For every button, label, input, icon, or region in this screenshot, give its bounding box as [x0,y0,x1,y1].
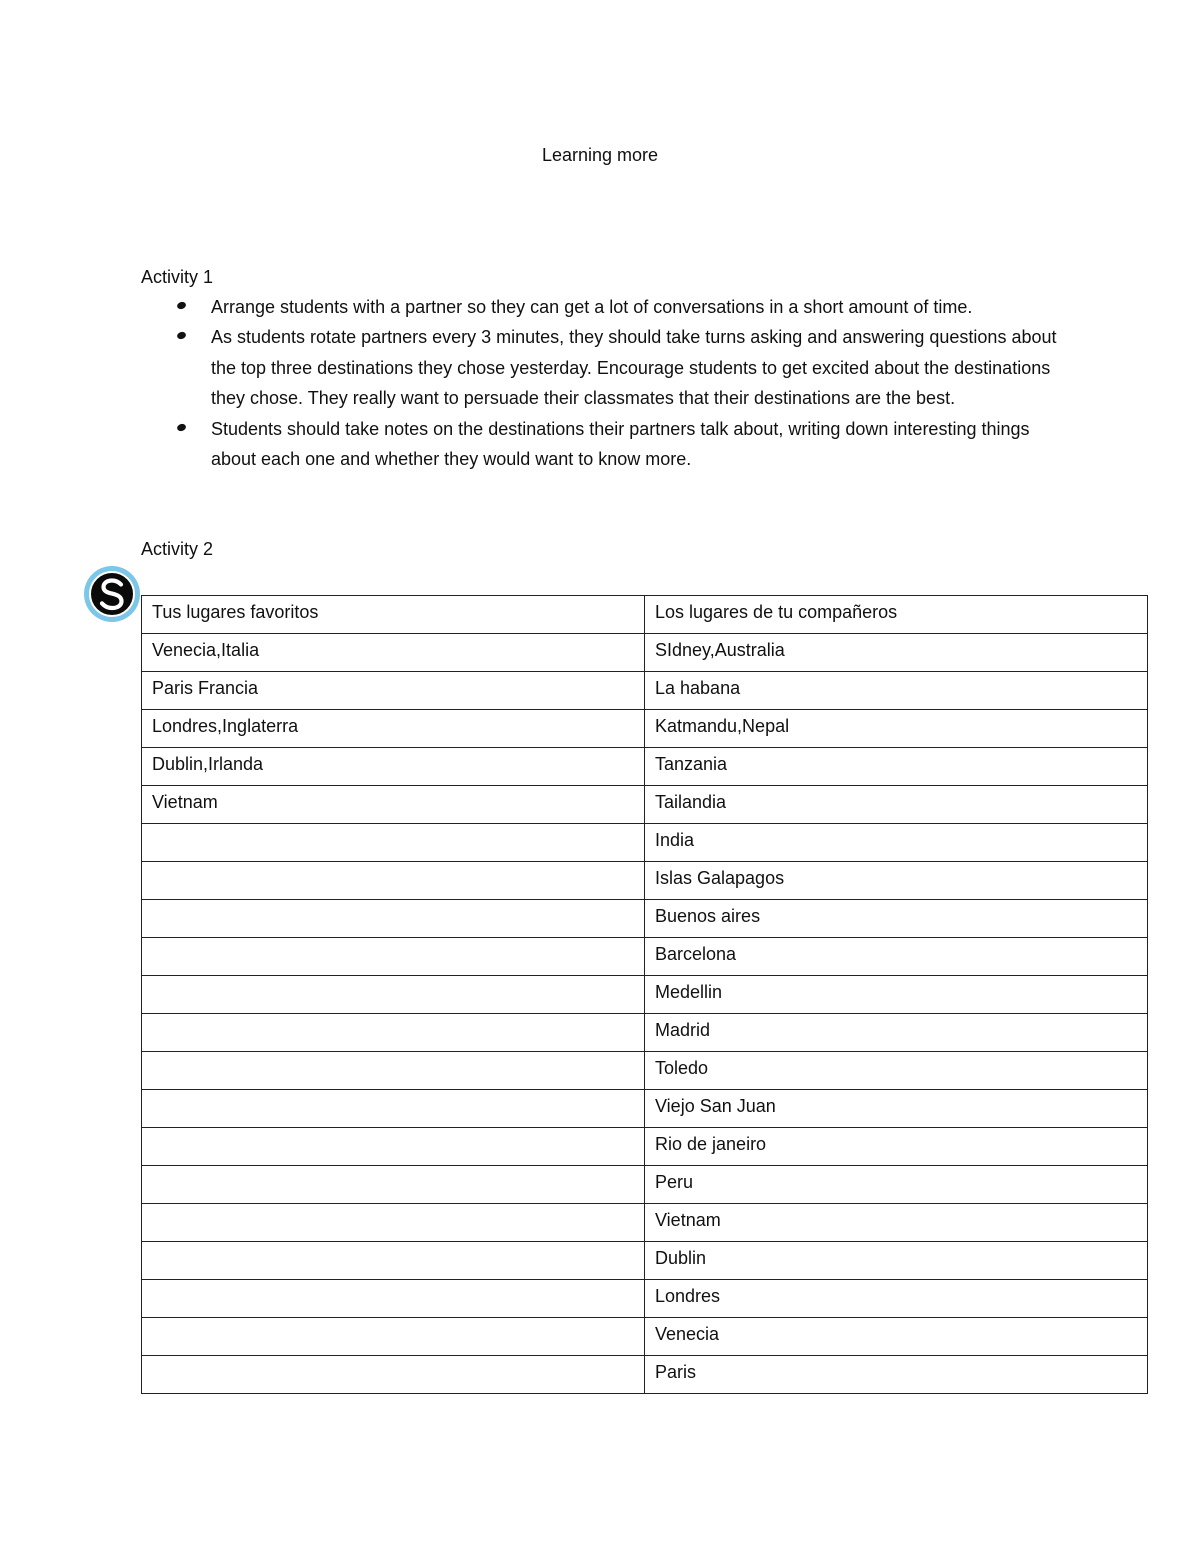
bullet-text: Students should take notes on the destinations their partners talk about, writing down interesting things about each one and whether they would want to know more. [211,418,1030,470]
schoology-s-icon[interactable] [84,566,140,622]
partner-place-cell: Venecia [645,1318,1148,1356]
page-title: Learning more [541,145,659,165]
header-favorite-places: Tus lugares favoritos [142,596,645,634]
table-row [142,938,1148,976]
table-row [142,1166,1148,1204]
bullet-text: As students rotate partners every 3 minutes, they should take turns asking and answering questions about the top three destinations they chose yesterday. Encourage students to get excited about the destinations they chose. They really want to persuade their classmates that their destinations are the best. [211,327,1057,409]
favorite-place-cell: Paris Francia [142,672,645,710]
favorite-place-cell [142,1128,645,1166]
table-row [142,1052,1148,1090]
partner-place-cell: Tailandia [645,786,1148,824]
partner-place-cell: Vietnam [645,1204,1148,1242]
destinations-table [141,595,1148,1394]
favorite-place-cell [142,1356,645,1394]
partner-place-cell: Barcelona [645,938,1148,976]
table-row [142,786,1148,824]
table-header-row [142,596,1148,634]
favorite-place-cell [142,900,645,938]
partner-place-cell: Madrid [645,1014,1148,1052]
partner-place-cell: Toledo [645,1052,1148,1090]
favorite-place-cell [142,1318,645,1356]
partner-place-cell: SIdney,Australia [645,634,1148,672]
favorite-place-cell [142,824,645,862]
table-row [142,634,1148,672]
favorite-place-cell: Venecia,Italia [142,634,645,672]
favorite-place-cell [142,976,645,1014]
table-row [142,1090,1148,1128]
partner-place-cell: India [645,824,1148,862]
partner-place-cell: Katmandu,Nepal [645,710,1148,748]
table-row [142,1356,1148,1394]
favorite-place-cell [142,1204,645,1242]
activity-2-heading: Activity 2 [141,539,214,559]
table-row [142,824,1148,862]
partner-place-cell: Tanzania [645,748,1148,786]
table-row [142,1242,1148,1280]
table-row [142,976,1148,1014]
table-row [142,748,1148,786]
partner-place-cell: La habana [645,672,1148,710]
partner-place-cell: Medellin [645,976,1148,1014]
activity-1-bullet-list [141,292,1071,474]
table-row [142,1128,1148,1166]
favorite-place-cell [142,1014,645,1052]
partner-place-cell: Peru [645,1166,1148,1204]
bullet-item [141,414,1071,475]
partner-place-cell: Paris [645,1356,1148,1394]
s-glyph-icon [97,577,127,611]
header-partner-places: Los lugares de tu compañeros [645,596,1148,634]
partner-place-cell: Buenos aires [645,900,1148,938]
table-row [142,1014,1148,1052]
bullet-text: Arrange students with a partner so they can get a lot of conversations in a short amount of time. [211,297,973,317]
partner-place-cell: Islas Galapagos [645,862,1148,900]
bullet-item [141,292,1071,322]
partner-place-cell: Londres [645,1280,1148,1318]
table-row [142,1204,1148,1242]
table-row [142,710,1148,748]
table-row [142,900,1148,938]
favorite-place-cell [142,862,645,900]
partner-place-cell: Rio de janeiro [645,1128,1148,1166]
bullet-item [141,322,1071,413]
favorite-place-cell [142,938,645,976]
badge-inner [89,571,135,617]
table-row [142,862,1148,900]
bullet-dot-icon [176,331,187,341]
bullet-dot-icon [176,422,187,432]
bullet-dot-icon [176,301,187,311]
table-row [142,1318,1148,1356]
favorite-place-cell: Dublin,Irlanda [142,748,645,786]
favorite-place-cell: Londres,Inglaterra [142,710,645,748]
table-row [142,1280,1148,1318]
partner-place-cell: Dublin [645,1242,1148,1280]
favorite-place-cell [142,1052,645,1090]
favorite-place-cell [142,1166,645,1204]
partner-place-cell: Viejo San Juan [645,1090,1148,1128]
activity-1-heading: Activity 1 [141,267,214,287]
table-row [142,672,1148,710]
favorite-place-cell [142,1090,645,1128]
favorite-place-cell: Vietnam [142,786,645,824]
favorite-place-cell [142,1280,645,1318]
favorite-place-cell [142,1242,645,1280]
